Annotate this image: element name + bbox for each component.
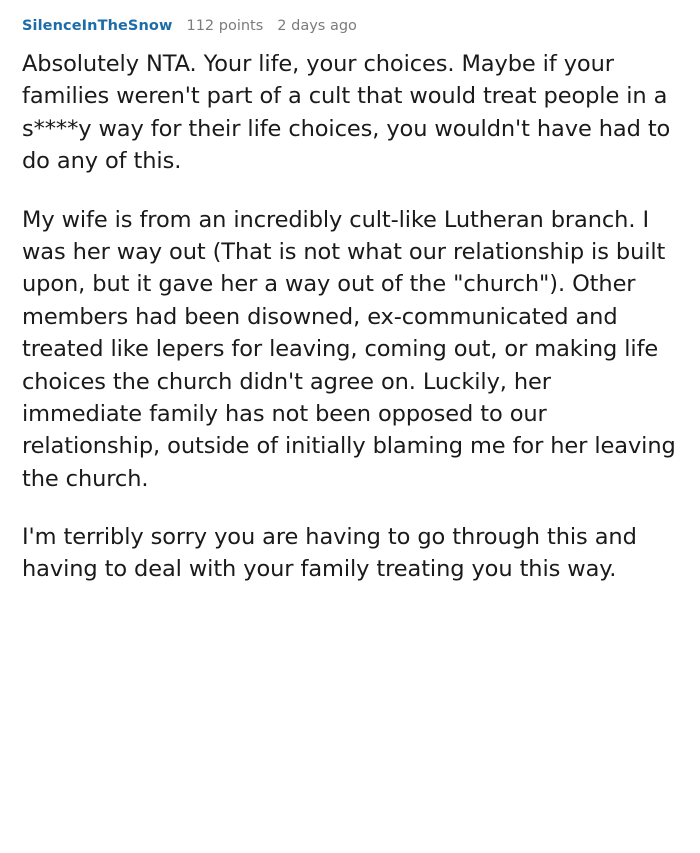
comment-points: 112 points [186, 18, 264, 34]
comment-body [22, 48, 678, 586]
comment-timestamp: 2 days ago [277, 18, 357, 34]
comment-author-link[interactable]: SilenceInTheSnow [22, 18, 173, 34]
comment-metadata [22, 18, 678, 34]
comment-paragraph-2: My wife is from an incredibly cult-like Lutheran branch. I was her way out (That is not what our relationship is built upon, but it gave her a way out of the "church"). Other members had been disowned, ex-communicated and treated like lepers for leaving, coming out, or making life choices the church didn't agree on. Luckily, her immediate family has not been opposed to our relationship, outside of initially blaming me for her leaving the church. [22, 206, 676, 492]
comment-paragraph-1: Absolutely NTA. Your life, your choices. Maybe if your families weren't part of a cult that would treat people in a s****y way for their life choices, you wouldn't have had to do any of this. [22, 51, 671, 175]
comment-paragraph-3: I'm terribly sorry you are having to go through this and having to deal with your family treating you this way. [22, 524, 637, 583]
